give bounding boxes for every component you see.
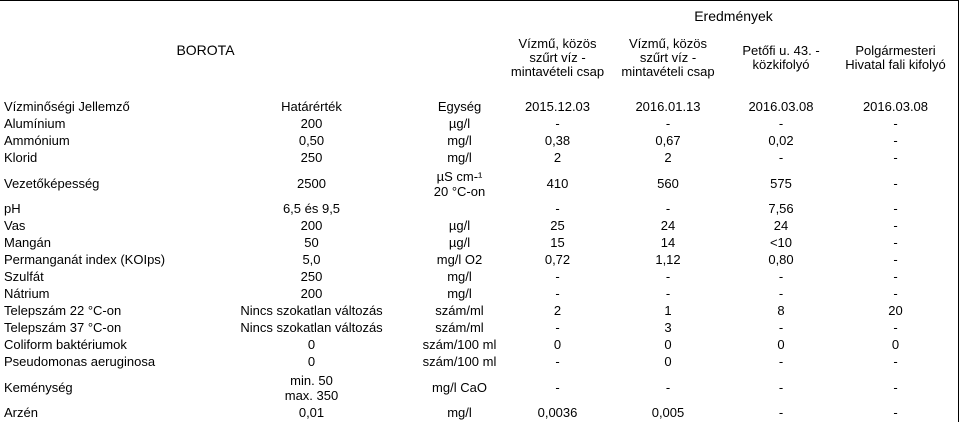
table-row — [1, 252, 959, 269]
limit-cell: 250 — [213, 150, 411, 167]
unit-cell: mg/l — [411, 133, 509, 150]
value-cell: 8 — [730, 303, 833, 320]
site-header-line: mintavételi csap — [510, 63, 605, 79]
value-cell: 15 — [509, 235, 607, 252]
value-cell: - — [833, 150, 959, 167]
site-header-3 — [730, 31, 833, 85]
param-cell: Klorid — [1, 150, 213, 167]
value-cell: 0 — [607, 354, 730, 371]
value-cell: 0 — [730, 337, 833, 354]
column-header-row — [1, 99, 959, 116]
table-row — [1, 235, 959, 252]
limit-cell: 0 — [213, 337, 411, 354]
param-cell: Coliform baktériumok — [1, 337, 213, 354]
unit-cell: µg/l — [411, 218, 509, 235]
value-cell: - — [730, 286, 833, 303]
value-cell: - — [607, 201, 730, 218]
param-cell: pH — [1, 201, 213, 218]
limit-cell: 5,0 — [213, 252, 411, 269]
column-header-date-4: 2016.03.08 — [833, 99, 959, 116]
value-cell: 24 — [607, 218, 730, 235]
value-cell: - — [509, 354, 607, 371]
value-cell: 0,005 — [607, 405, 730, 422]
value-cell: - — [833, 133, 959, 150]
value-cell: - — [509, 269, 607, 286]
value-cell: - — [509, 201, 607, 218]
limit-cell: 0,01 — [213, 405, 411, 422]
value-cell: <10 — [730, 235, 833, 252]
table-row — [1, 167, 959, 201]
site-header-line: Petőfi u. 43. - — [742, 42, 820, 58]
value-cell: - — [833, 167, 959, 201]
unit-cell: szám/ml — [411, 320, 509, 337]
table-row — [1, 371, 959, 405]
header-empty-cell — [411, 1, 509, 99]
unit-cell: szám/ml — [411, 303, 509, 320]
value-cell: - — [730, 354, 833, 371]
table-row — [1, 269, 959, 286]
value-cell: 20 — [833, 303, 959, 320]
limit-cell-line-2: max. 350 — [284, 387, 339, 403]
value-cell: - — [730, 371, 833, 405]
value-cell: 0,38 — [509, 133, 607, 150]
limit-cell: 200 — [213, 218, 411, 235]
unit-cell: mg/l O2 — [411, 252, 509, 269]
site-header-1 — [509, 31, 607, 85]
table-row — [1, 201, 959, 218]
value-cell: 0,67 — [607, 133, 730, 150]
value-cell: - — [833, 354, 959, 371]
limit-cell: Nincs szokatlan változás — [213, 320, 411, 337]
unit-cell: mg/l — [411, 150, 509, 167]
param-cell: Telepszám 22 °C-on — [1, 303, 213, 320]
column-header-limit: Határérték — [213, 99, 411, 116]
value-cell: - — [730, 405, 833, 422]
param-cell: Telepszám 37 °C-on — [1, 320, 213, 337]
param-cell: Nátrium — [1, 286, 213, 303]
limit-cell: 200 — [213, 116, 411, 133]
unit-cell-line-2: 20 °C-on — [433, 183, 486, 199]
param-cell: Szulfát — [1, 269, 213, 286]
value-cell: - — [833, 201, 959, 218]
value-cell: - — [730, 150, 833, 167]
value-cell: 410 — [509, 167, 607, 201]
value-cell: 7,56 — [730, 201, 833, 218]
value-cell: 3 — [607, 320, 730, 337]
value-cell: 0,0036 — [509, 405, 607, 422]
value-cell: 560 — [607, 167, 730, 201]
unit-cell: mg/l CaO — [411, 371, 509, 405]
value-cell: 575 — [730, 167, 833, 201]
value-cell: - — [730, 116, 833, 133]
site-header-line: szűrt víz - — [639, 49, 697, 65]
value-cell: - — [833, 252, 959, 269]
table-row — [1, 150, 959, 167]
value-cell: - — [833, 320, 959, 337]
column-header-unit: Egység — [411, 99, 509, 116]
table-title: BOROTA — [1, 1, 411, 99]
unit-cell: µg/l — [411, 235, 509, 252]
site-header-line: Hivatal fali kifolyó — [845, 56, 946, 72]
value-cell: 2 — [607, 150, 730, 167]
value-cell: - — [833, 116, 959, 133]
value-cell: - — [833, 371, 959, 405]
limit-cell: 0,50 — [213, 133, 411, 150]
value-cell: 0,02 — [730, 133, 833, 150]
site-header-line: mintavételi csap — [621, 63, 715, 79]
param-cell: Ammónium — [1, 133, 213, 150]
param-cell: Arzén — [1, 405, 213, 422]
unit-cell: µg/l — [411, 116, 509, 133]
value-cell: 0 — [509, 337, 607, 354]
unit-cell — [411, 201, 509, 218]
limit-cell: 250 — [213, 269, 411, 286]
limit-cell: Nincs szokatlan változás — [213, 303, 411, 320]
value-cell: - — [833, 218, 959, 235]
value-cell: 0 — [607, 337, 730, 354]
value-cell: - — [509, 320, 607, 337]
column-header-date-3: 2016.03.08 — [730, 99, 833, 116]
site-header-line: Polgármesteri — [855, 42, 936, 58]
param-cell: Vezetőképesség — [1, 167, 213, 201]
results-label: Eredmények — [509, 1, 959, 31]
param-cell: Keménység — [1, 371, 213, 405]
value-cell: 0,72 — [509, 252, 607, 269]
limit-cell: 2500 — [213, 167, 411, 201]
column-header-param: Vízminőségi Jellemző — [1, 99, 213, 116]
table-row — [1, 303, 959, 320]
value-cell: - — [607, 371, 730, 405]
value-cell: 1,12 — [607, 252, 730, 269]
unit-cell: mg/l — [411, 286, 509, 303]
header-row-results — [1, 1, 959, 31]
site-header-line: Vízmű, közös — [628, 35, 708, 51]
unit-cell: szám/100 ml — [411, 354, 509, 371]
column-header-date-1: 2015.12.03 — [509, 99, 607, 116]
site-header-line: szűrt víz - — [529, 49, 586, 65]
value-cell: - — [607, 286, 730, 303]
value-cell: 0 — [833, 337, 959, 354]
limit-cell: 6,5 és 9,5 — [213, 201, 411, 218]
param-cell: Alumínium — [1, 116, 213, 133]
limit-cell — [213, 371, 411, 405]
value-cell: - — [730, 320, 833, 337]
unit-cell-line-1: µS cm-¹ — [436, 168, 483, 184]
value-cell: 2 — [509, 303, 607, 320]
table-row — [1, 218, 959, 235]
value-cell: - — [833, 269, 959, 286]
table-body — [1, 1, 959, 422]
param-cell: Vas — [1, 218, 213, 235]
limit-cell: 50 — [213, 235, 411, 252]
value-cell: - — [730, 269, 833, 286]
param-cell: Pseudomonas aeruginosa — [1, 354, 213, 371]
value-cell: - — [509, 286, 607, 303]
value-cell: - — [833, 235, 959, 252]
column-header-date-2: 2016.01.13 — [607, 99, 730, 116]
param-cell: Permanganát index (KOIps) — [1, 252, 213, 269]
table-row — [1, 116, 959, 133]
table-row — [1, 133, 959, 150]
value-cell: - — [833, 286, 959, 303]
value-cell: - — [509, 371, 607, 405]
site-header-4 — [833, 31, 959, 85]
value-cell: 25 — [509, 218, 607, 235]
limit-cell: 200 — [213, 286, 411, 303]
unit-cell: szám/100 ml — [411, 337, 509, 354]
value-cell: 24 — [730, 218, 833, 235]
table-row — [1, 354, 959, 371]
value-cell: 2 — [509, 150, 607, 167]
table-row — [1, 320, 959, 337]
unit-cell: mg/l — [411, 405, 509, 422]
site-header-line: Vízmű, közös — [518, 35, 597, 51]
value-cell: - — [607, 116, 730, 133]
value-cell: 0,80 — [730, 252, 833, 269]
limit-cell: 0 — [213, 354, 411, 371]
table-row — [1, 337, 959, 354]
limit-cell-line-1: min. 50 — [290, 372, 333, 388]
value-cell: 14 — [607, 235, 730, 252]
value-cell: 1 — [607, 303, 730, 320]
table-row — [1, 405, 959, 422]
param-cell: Mangán — [1, 235, 213, 252]
unit-cell: mg/l — [411, 269, 509, 286]
site-header-2 — [607, 31, 730, 85]
value-cell: - — [509, 116, 607, 133]
site-header-line: közkifolyó — [752, 56, 810, 72]
value-cell: - — [833, 405, 959, 422]
table-row — [1, 286, 959, 303]
unit-cell — [411, 167, 509, 201]
value-cell: - — [607, 269, 730, 286]
